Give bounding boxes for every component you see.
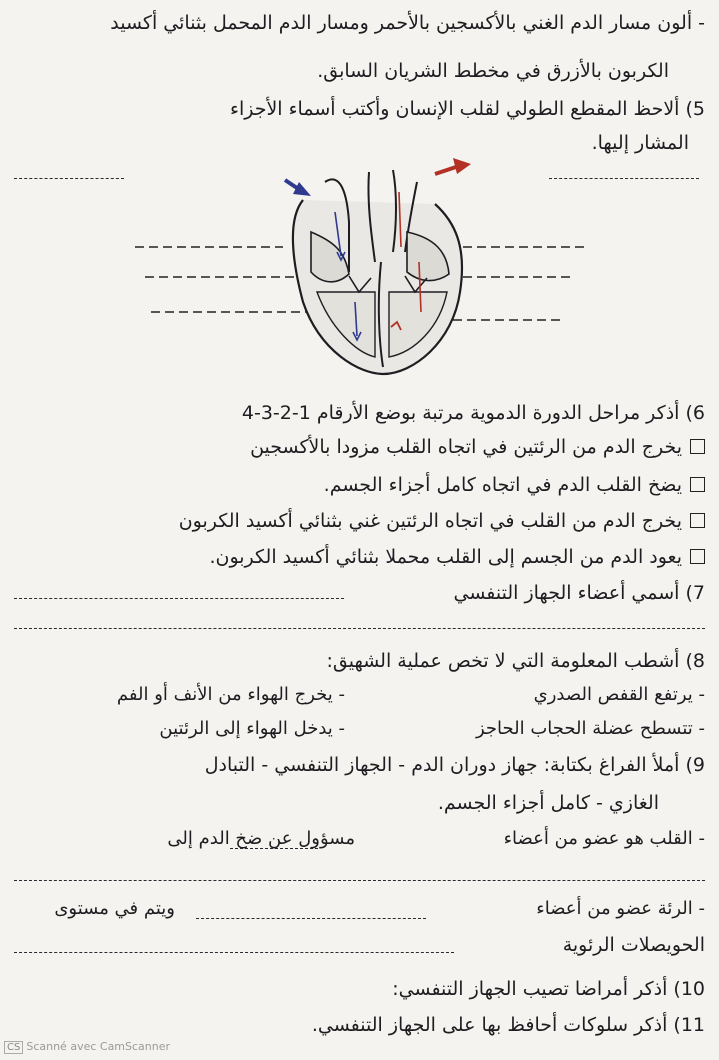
q8-option-3[interactable]: - تتسطح عضلة الحجاب الحاجز [475, 718, 705, 739]
option-3-text: يخرج الدم من القلب في اتجاه الرئتين غني بثنائي أكسيد الكربون [178, 510, 682, 532]
option-4-text: يعود الدم من الجسم إلى القلب محملا بثنائي أكسيد الكربون. [209, 546, 682, 568]
question-11: 11) أذكر سلوكات أحافظ بها على الجهاز التنفسي. [311, 1014, 705, 1036]
answer-line [14, 880, 705, 881]
scanner-watermark [4, 1040, 170, 1054]
question-7: 7) أسمي أعضاء الجهاز التنفسي [453, 582, 705, 604]
q8-option-2[interactable]: - يخرج الهواء من الأنف أو الفم [116, 684, 345, 705]
instruction-line-1: - ألون مسار الدم الغني بالأكسجين بالأحمر ومسار الدم المحمل بثنائي أكسيد [110, 12, 705, 34]
q8-option-4[interactable]: - يدخل الهواء إلى الرئتين [159, 718, 345, 739]
blank-field[interactable] [230, 848, 318, 849]
fill-in-heart [14, 828, 705, 856]
option-row-2 [14, 472, 705, 498]
camscanner-logo: CS [4, 1041, 23, 1054]
question-5: 5) ألاحظ المقطع الطولي لقلب الإنسان وأكتب أسماء الأجزاء [230, 98, 705, 120]
heart-diagram [135, 152, 595, 382]
question-8: 8) أشطب المعلومة التي لا تخص عملية الشهيق: [326, 650, 705, 672]
option-1-text: يخرج الدم من الرئتين في اتجاه القلب مزودا بالأكسجين [250, 436, 682, 458]
instruction-line-2: الكربون بالأزرق في مخطط الشريان السابق. [317, 60, 669, 82]
checkbox[interactable] [690, 439, 705, 454]
q8-option-1[interactable]: - يرتفع القفص الصدري [533, 684, 705, 705]
question-8-row-2 [14, 718, 705, 746]
fill-in-lungs [14, 898, 705, 926]
question-10: 10) أذكر أمراضا تصيب الجهاز التنفسي: [392, 978, 705, 1000]
fill-lungs-line-2 [14, 932, 705, 958]
camscanner-label: Scanné avec CamScanner [26, 1040, 171, 1053]
question-8-row-1 [14, 684, 705, 712]
option-row-4 [14, 544, 705, 570]
checkbox[interactable] [690, 513, 705, 528]
option-2-text: يضخ القلب الدم في اتجاه كامل أجزاء الجسم. [323, 474, 682, 496]
checkbox[interactable] [690, 477, 705, 492]
answer-line [14, 178, 124, 179]
question-9-line-2: الغازي - كامل أجزاء الجسم. [437, 792, 659, 814]
blank-field[interactable] [14, 952, 454, 953]
question-9: 9) أملأ الفراغ بكتابة: جهاز دوران الدم - الجهاز التنفسي - التبادل [204, 754, 705, 776]
answer-line [14, 628, 705, 629]
option-row-1 [14, 434, 705, 460]
checkbox[interactable] [690, 549, 705, 564]
alveoli-text: الحويصلات الرئوية [562, 934, 705, 956]
fill-lungs-start: - الرئة عضو من أعضاء [536, 898, 705, 919]
fill-lungs-end: ويتم في مستوى [54, 898, 175, 919]
fill-heart-start: - القلب هو عضو من أعضاء [503, 828, 705, 849]
answer-line [14, 598, 344, 599]
blank-field[interactable] [196, 918, 426, 919]
question-6: 6) أذكر مراحل الدورة الدموية مرتبة بوضع الأرقام 1-2-3-4 [241, 402, 705, 424]
option-row-3 [14, 508, 705, 534]
question-5-line-2: المشار إليها. [591, 132, 689, 154]
fill-heart-end: مسؤول عن ضخ الدم إلى [167, 828, 355, 849]
